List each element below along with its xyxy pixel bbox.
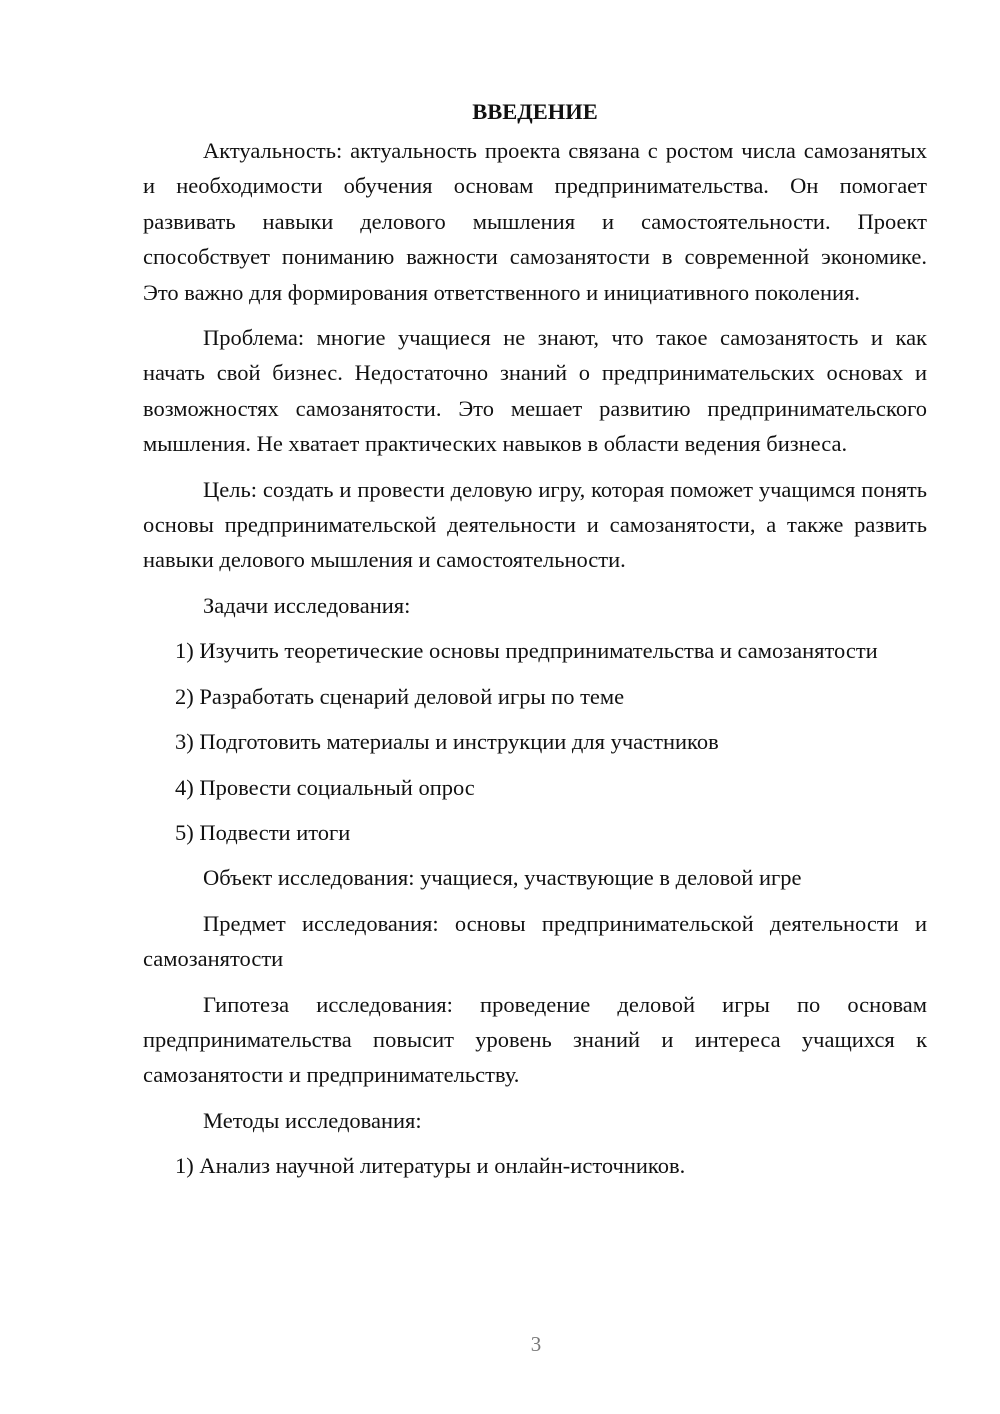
task-item: 5) Подвести итоги [175, 819, 351, 845]
research-hypothesis: Гипотеза исследования: проведение деловой игры по основам предпринимательства повысит уровень знаний и интереса учащихся к самозанятости и предпринимательству. [143, 991, 927, 1088]
research-subject: Предмет исследования: основы предпринимательской деятельности и самозанятости [143, 910, 927, 972]
document-body [143, 94, 927, 1194]
research-object: Объект исследования: учащиеся, участвующие в деловой игре [203, 865, 802, 891]
goal-paragraph: Цель: создать и провести деловую игру, которая поможет учащимся понять основы предпринимательской деятельности и самозанятости, а также развить навыки делового мышления и самостоятельности. [143, 476, 927, 573]
problem-paragraph: Проблема: многие учащиеся не знают, что такое самозанятость и как начать свой бизнес. Недостаточно знаний о предпринимательских основах и возможностях самозанятости. Это мешает развитию предпринимательского мышления. Не хватает практических навыков в области ведения бизнеса. [143, 325, 927, 457]
task-item: 3) Подготовить материалы и инструкции для участников [175, 729, 719, 755]
method-item: 1) Анализ научной литературы и онлайн-источников. [175, 1153, 686, 1179]
methods-heading: Методы исследования: [203, 1107, 422, 1133]
task-item: 4) Провести социальный опрос [175, 774, 475, 800]
page-number: 3 [530, 1332, 542, 1356]
task-item: 1) Изучить теоретические основы предпринимательства и самозанятости [175, 638, 878, 664]
relevance-paragraph: Актуальность: актуальность проекта связана с ростом числа самозанятых и необходимости обучения основам предпринимательства. Он помогает развивать навыки делового мышления и самостоятельности. Проект способствует пониманию важности самозанятости в современной экономике. Это важно для формирования ответственного и инициативного поколения. [143, 138, 927, 305]
tasks-heading: Задачи исследования: [203, 592, 411, 618]
task-item: 2) Разработать сценарий деловой игры по теме [175, 683, 625, 709]
section-title: ВВЕДЕНИЕ [472, 99, 598, 124]
